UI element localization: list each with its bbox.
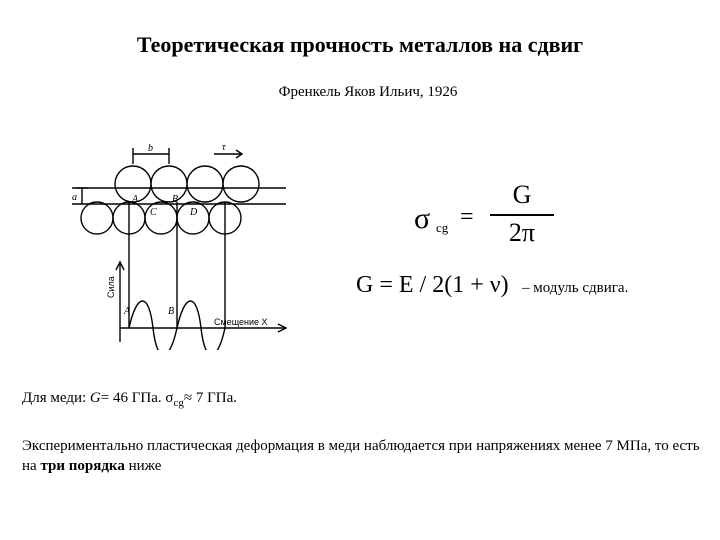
- label-B: B: [172, 194, 179, 205]
- copper-values: [22, 390, 237, 409]
- label-tau: τ: [222, 142, 226, 153]
- label-C: C: [150, 207, 157, 218]
- label-B-axis: B: [168, 306, 175, 317]
- fraction-bar: [490, 214, 554, 216]
- paragraph-part2: ниже: [124, 458, 162, 474]
- sigma-subscript: cg: [436, 220, 449, 235]
- copper-sigma: σ: [165, 390, 174, 406]
- copper-sigma-sub: cg: [173, 397, 184, 409]
- sigma-symbol: σ: [414, 202, 431, 235]
- label-a: a: [72, 192, 77, 203]
- label-b: b: [148, 143, 153, 154]
- author-line: [0, 84, 720, 101]
- copper-approx: ≈ 7 ГПа.: [183, 390, 238, 406]
- label-A: A: [132, 194, 139, 205]
- slide-title: Теоретическая прочность металлов на сдвиг: [136, 32, 584, 57]
- paragraph-bold: три порядка: [40, 458, 125, 474]
- frenkel-diagram: [64, 142, 294, 350]
- shear-modulus-formula: G = E / 2(1 + ν): [356, 272, 509, 298]
- fraction-denominator: 2π: [508, 218, 536, 247]
- modulus-caption: – модуль сдвига.: [522, 280, 629, 296]
- copper-g-value: = 46 ГПа.: [100, 390, 166, 406]
- upper-atom-2: [151, 166, 187, 202]
- label-A-axis: A: [124, 306, 131, 317]
- upper-atom-3: [187, 166, 223, 202]
- upper-atom-4: [223, 166, 259, 202]
- label-D: D: [190, 207, 198, 218]
- paragraph-part1: Экспериментально пластическая деформация в меди наблюдается при напряжениях менее 7 МПа, то есть на: [22, 438, 700, 474]
- copper-g-symbol: G: [89, 390, 101, 406]
- label-displacement: Смещение X: [214, 317, 268, 327]
- fraction-numerator: G: [512, 180, 532, 209]
- equals-sign: =: [460, 204, 474, 230]
- label-force: Сила: [106, 276, 116, 298]
- lower-atom-1: [81, 202, 113, 234]
- author-text: Френкель Яков Ильич, 1926: [278, 84, 458, 100]
- experimental-paragraph: [22, 436, 702, 476]
- copper-prefix: Для меди:: [22, 390, 90, 406]
